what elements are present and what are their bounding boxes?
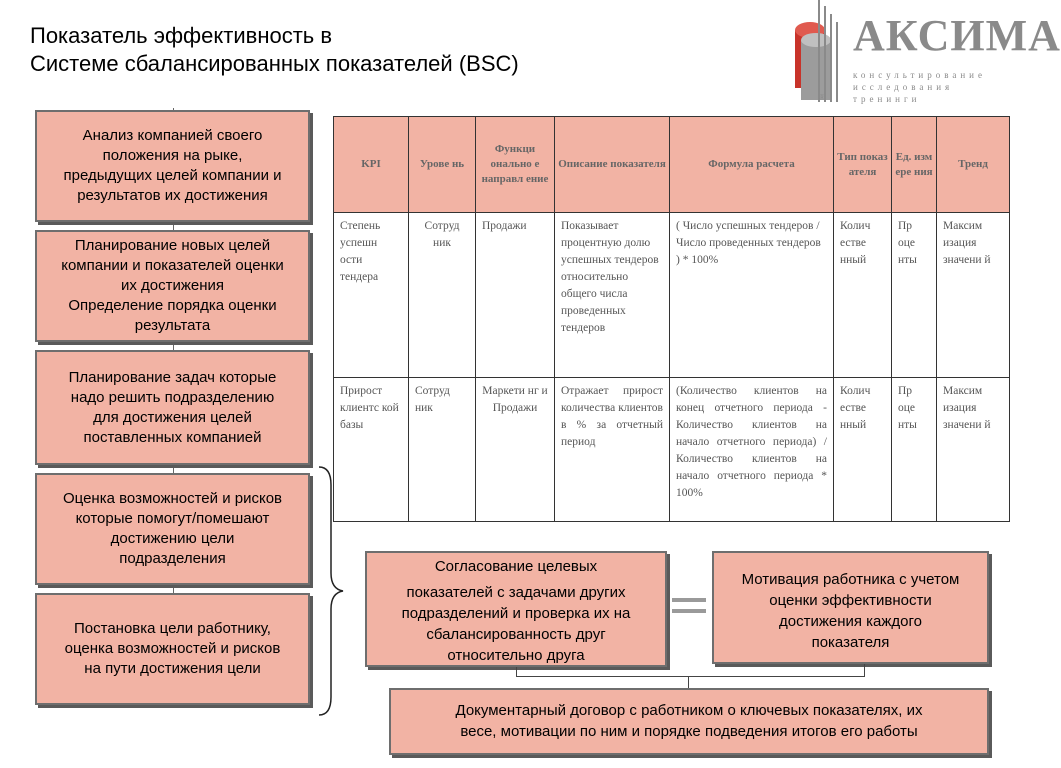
agreement-text-line: относительно друга [447, 647, 585, 664]
table-cell: Максим изация значени й [937, 213, 1010, 378]
table-cell: ( Число успешных тендеров / Число проведенных тендеров ) * 100% [670, 213, 834, 378]
step-text-line: оценка возможностей и рисков [64, 640, 281, 657]
page-title-line2: Системе сбалансированных показателей (BSC) [30, 51, 519, 76]
step-text-line: достижению цели [110, 530, 235, 547]
step-text-line: на пути достижения цели [84, 660, 261, 677]
step-text-line: их достижения [120, 277, 225, 294]
step-risk-assessment [35, 473, 310, 585]
step-text-line: Планирование задач которые [68, 368, 277, 386]
motivation-text-line: Мотивация работника с учетом [741, 571, 960, 588]
table-cell: Отражает прирост количества клиентов в % за отчетный период [555, 378, 670, 522]
step-planning-tasks [35, 350, 310, 465]
logo-mark-icon [775, 0, 855, 105]
step-text-line: которые помогут/помешают [75, 510, 270, 527]
step-text-line: результата [134, 317, 211, 334]
step-text-line: Определение порядка оценки [68, 297, 277, 314]
equals-icon [672, 598, 706, 616]
table-row [334, 213, 1010, 378]
column-header-kpi: KPI [334, 117, 409, 213]
column-header-function: Функци онально е направл ение [476, 117, 555, 213]
table-cell: Сотруд ник [409, 213, 476, 378]
step-text-line: Постановка цели работнику, [74, 620, 271, 637]
contract-box [389, 688, 989, 755]
table-cell: Пр оце нты [892, 378, 937, 522]
contract-text-line: Документарный договор с работником о ключевых показателях, их [455, 702, 923, 719]
step-text-line: Анализ компанией своего [82, 127, 263, 144]
step-text-line: для достижения целей [93, 408, 252, 426]
column-header-formula: Формула расчета [670, 117, 834, 213]
table-cell: Максим изация значени й [937, 378, 1010, 522]
table-cell: (Количество клиентов на конец отчетного периода - Количество клиентов на начало отчетного периода) / Количество клиентов на начало отчетного периода * 100% [670, 378, 834, 522]
step-text-line: результатов их достижения [77, 187, 268, 204]
step-planning-goals [35, 230, 310, 342]
step-text-line: положения на рыке, [102, 147, 243, 164]
step-text-line: подразделения [119, 550, 226, 567]
step-text-line: компании и показателей оценки [61, 257, 284, 274]
motivation-box [712, 551, 989, 664]
logo-subtitle-2: исследования [853, 82, 954, 92]
step-analysis [35, 110, 310, 222]
column-header-unit: Ед. изм ере ния [892, 117, 937, 213]
step-employee-goal [35, 593, 310, 705]
connector-line [688, 676, 689, 688]
motivation-text-line: достижения каждого [778, 613, 923, 630]
agreement-box [365, 551, 667, 667]
table-cell: Продажи [476, 213, 555, 378]
table-cell: Маркети нг и Продажи [476, 378, 555, 522]
table-cell: Сотруд ник [409, 378, 476, 522]
column-header-level: Урове нь [409, 117, 476, 213]
agreement-text-line: подразделений и проверка их на [401, 605, 631, 622]
step-text-line: предыдущих целей компании и [63, 167, 282, 184]
logo-subtitle-1: консультирование [853, 70, 986, 80]
agreement-text-line: Согласование целевых [434, 558, 598, 575]
table-cell: Колич естве нный [834, 378, 892, 522]
kpi-table [333, 116, 1010, 522]
table-cell: Показывает процентную долю успешных тендеров относительно общего числа проведенных тендеров [555, 213, 670, 378]
step-text-line: Планирование новых целей [74, 237, 271, 254]
agreement-text-line: сбалансированность друг [426, 626, 606, 643]
motivation-text-line: оценки эффективности [769, 592, 932, 609]
company-logo [775, 0, 1061, 105]
column-header-type: Тип показ ателя [834, 117, 892, 213]
step-text-line: поставленных компанией [83, 428, 262, 446]
registered-mark: ® [819, 93, 825, 102]
agreement-text-line: показателей с задачами других [406, 584, 626, 601]
table-cell: Прирост клиентс кой базы [334, 378, 409, 522]
logo-subtitle-3: тренинги [853, 94, 921, 104]
page-title-line1: Показатель эффективность в [30, 23, 333, 48]
column-header-description: Описание показателя [555, 117, 670, 213]
table-row [334, 378, 1010, 522]
page-title [30, 22, 519, 78]
step-text-line: надо решить подразделению [70, 388, 275, 406]
motivation-text-line: показателя [811, 634, 890, 651]
contract-text-line: весе, мотивации по ним и порядке подведения итогов его работы [460, 723, 918, 740]
connector-line [516, 676, 865, 677]
table-cell: Колич естве нный [834, 213, 892, 378]
logo-name: АКСИМА [853, 11, 1061, 60]
table-cell: Степень успешн ости тендера [334, 213, 409, 378]
step-text-line: Оценка возможностей и рисков [62, 490, 283, 507]
table-cell: Пр оце нты [892, 213, 937, 378]
table-header-row [334, 117, 1010, 213]
column-header-trend: Тренд [937, 117, 1010, 213]
